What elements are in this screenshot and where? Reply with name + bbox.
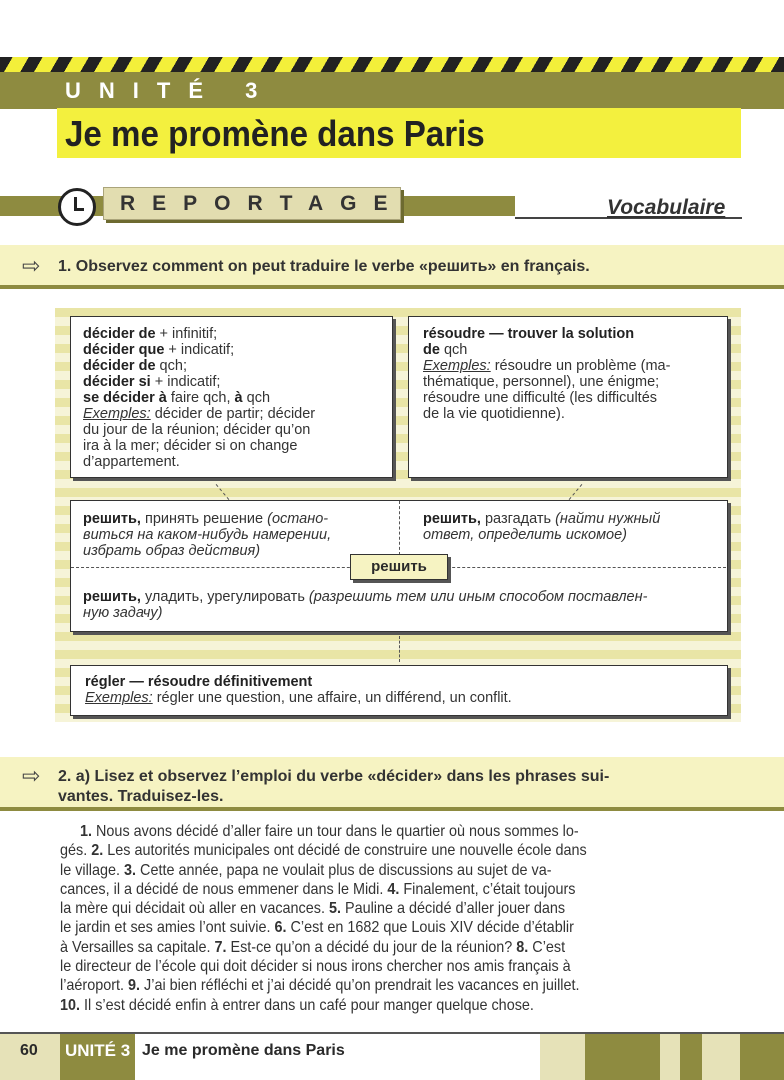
text-segment: разгадать (480, 511, 556, 527)
text-line (83, 543, 331, 559)
text-segment: Est-ce qu’on a décidé du jour de la réunion? (226, 938, 517, 956)
examples-label: Exemples: (83, 406, 151, 422)
box-regler-text (71, 666, 727, 706)
text-line (85, 674, 727, 690)
bold-term: 10. (60, 996, 81, 1014)
hazard-stripe (0, 57, 784, 73)
footer-stripe (585, 1034, 660, 1080)
bold-term: 3. (124, 861, 137, 879)
text-segment: ответ, определить искомое) (423, 527, 627, 543)
text-segment: d’appartement. (83, 454, 180, 470)
text-line (83, 527, 331, 543)
text-line (60, 899, 681, 918)
text-segment: à Versailles sa capitale. (60, 938, 215, 956)
text-line (83, 605, 647, 621)
bold-term: 2. (91, 842, 104, 860)
text-segment: cances, il a décidé de nous emmener dans le Midi. (60, 880, 388, 898)
text-segment: Il s’est décidé enfin à entrer dans un café pour manger quelque chose. (80, 996, 534, 1014)
text-line (423, 511, 660, 527)
bold-term: 4. (387, 880, 400, 898)
text-segment: ную задачу) (83, 605, 163, 621)
bold-term: 9. (128, 977, 141, 995)
bold-term: решить, (83, 511, 141, 527)
exercise-2-instruction (58, 767, 609, 807)
text-segment: избрать образ действия) (83, 543, 261, 559)
text-line (423, 326, 727, 342)
footer-stripe (740, 1034, 784, 1080)
text-line (60, 861, 681, 880)
text-segment: du jour de la réunion; décider qu’on (83, 422, 311, 438)
text-line (60, 918, 681, 937)
reshit-meaning-3 (83, 589, 647, 621)
text-segment: J’ai bien réfléchi et j’ai décidé qu’on prendrait les vacances en juillet. (140, 977, 580, 995)
text-segment: (разрешить тем или иным способом поставлен- (308, 589, 648, 605)
bold-term: решить, (83, 589, 141, 605)
box-decider-text (71, 317, 392, 470)
text-line (83, 358, 392, 374)
text-segment: + indicatif; (150, 374, 221, 390)
text-segment: C’est (528, 938, 566, 956)
text-segment: de la vie quotidienne). (423, 406, 565, 422)
text-segment: le jardin et ses amies l’ont suivie. (60, 919, 275, 937)
bold-term: 6. (274, 919, 287, 937)
text-line (83, 422, 392, 438)
clock-icon (58, 188, 96, 226)
bold-term: décider si (83, 374, 151, 390)
section-label: REPORTAGE (120, 192, 405, 215)
text-segment: уладить, урегулировать (140, 589, 309, 605)
text-segment: Finalement, c’était toujours (399, 880, 576, 898)
reshit-meaning-1 (83, 511, 331, 559)
text-line (60, 841, 681, 860)
text-line (83, 374, 392, 390)
examples-label: Exemples: (423, 358, 491, 374)
text-segment: + infinitif; (155, 326, 218, 342)
text-segment: le directeur de l’école qui doit décider si nous irons chercher nos amis français à (60, 958, 571, 976)
text-segment: le village. (60, 861, 125, 879)
vocabulaire-heading: Vocabulaire (607, 196, 726, 219)
bold-term: 1. (80, 823, 93, 840)
unit-label: UNITÉ 3 (65, 78, 276, 103)
text-segment: qch (242, 390, 271, 406)
text-segment: résoudre une difficulté (les difficultés (423, 390, 658, 406)
text-segment: виться на каком-нибудь намерении, (83, 527, 332, 543)
exercise-1-instruction: 1. Observez comment on peut traduire le verbe «решить» en français. (58, 258, 590, 275)
bold-term: se décider à (83, 390, 167, 406)
box-resoudre (408, 316, 728, 478)
text-segment: la mère qui décidait où aller en vacances. (60, 900, 329, 918)
bold-term: de (423, 342, 440, 358)
text-line (423, 527, 660, 543)
examples-label: Exemples: (85, 690, 153, 706)
text-line (60, 976, 681, 995)
page-number: 60 (20, 1042, 38, 1059)
text-line (60, 957, 681, 976)
bold-term: résoudre — trouver la solution (423, 326, 635, 342)
text-line (423, 342, 727, 358)
exercise-2-line-2: vantes. Traduisez-les. (58, 788, 224, 805)
text-segment: faire qch, (166, 390, 235, 406)
text-line (423, 390, 727, 406)
bold-term: décider de (83, 358, 156, 374)
divider-vertical (399, 501, 400, 555)
text-line (60, 938, 681, 957)
bold-term: à (234, 390, 243, 406)
text-line (85, 690, 727, 706)
bold-term: решить, (423, 511, 481, 527)
text-segment: décider de partir; décider (150, 406, 316, 422)
text-segment: régler une question, une affaire, un différend, un conflit. (152, 690, 512, 706)
reshit-meaning-2 (423, 511, 660, 543)
text-line (423, 406, 727, 422)
text-line (83, 438, 392, 454)
text-line (83, 390, 392, 406)
exercise-2-line-1: 2. a) Lisez et observez l’emploi du verbe «décider» dans les phrases sui- (58, 768, 610, 785)
connector-down (399, 636, 400, 662)
text-line (60, 822, 681, 841)
box-regler (70, 665, 728, 716)
text-line (83, 454, 392, 470)
footer-title: Je me promène dans Paris (142, 1042, 345, 1059)
bold-term: 8. (516, 938, 529, 956)
text-line (60, 996, 681, 1015)
box-decider (70, 316, 393, 478)
text-line (83, 342, 392, 358)
bold-term: décider que (83, 342, 165, 358)
text-segment (60, 823, 80, 840)
text-segment: (найти нужный (555, 511, 661, 527)
text-segment: gés. (60, 842, 92, 860)
exercise-2-sentences (60, 822, 750, 1015)
footer-unit: UNITÉ 3 (65, 1041, 131, 1060)
text-segment: (остано- (267, 511, 329, 527)
box-resoudre-text (409, 317, 727, 422)
text-segment: Pauline a décidé d’aller jouer dans (340, 900, 566, 918)
text-segment: qch; (155, 358, 187, 374)
arrow-icon: ⇨ (22, 763, 41, 788)
text-segment: thématique, personnel), une énigme; (423, 374, 660, 390)
text-line (423, 374, 727, 390)
text-line (83, 326, 392, 342)
bold-term: 7. (214, 938, 227, 956)
text-line (60, 880, 681, 899)
text-line (83, 589, 647, 605)
text-line (83, 406, 392, 422)
text-segment: qch (439, 342, 468, 358)
text-segment: résoudre un problème (ma- (490, 358, 671, 374)
arrow-icon: ⇨ (22, 253, 41, 278)
bold-term: régler — résoudre définitivement (85, 674, 313, 690)
text-segment: Nous avons décidé d’aller faire un tour dans le quartier où nous sommes lo- (92, 823, 579, 840)
text-segment: Cette année, papa ne voulait plus de discussions au sujet de va- (136, 861, 552, 879)
bold-term: 5. (328, 900, 341, 918)
text-segment: ira à la mer; décider si on change (83, 438, 298, 454)
text-segment: принять решение (140, 511, 268, 527)
text-line (83, 511, 331, 527)
page-title: Je me promène dans Paris (65, 113, 485, 154)
text-segment: C’est en 1682 que Louis XIV décide d’établir (286, 919, 574, 937)
text-segment: Les autorités municipales ont décidé de construire une nouvelle école dans (103, 842, 587, 860)
text-segment: l’aéroport. (60, 977, 129, 995)
footer-stripe (680, 1034, 702, 1080)
text-line (423, 358, 727, 374)
reshit-center-label: решить (350, 554, 448, 580)
bold-term: décider de (83, 326, 156, 342)
text-segment: + indicatif; (164, 342, 235, 358)
